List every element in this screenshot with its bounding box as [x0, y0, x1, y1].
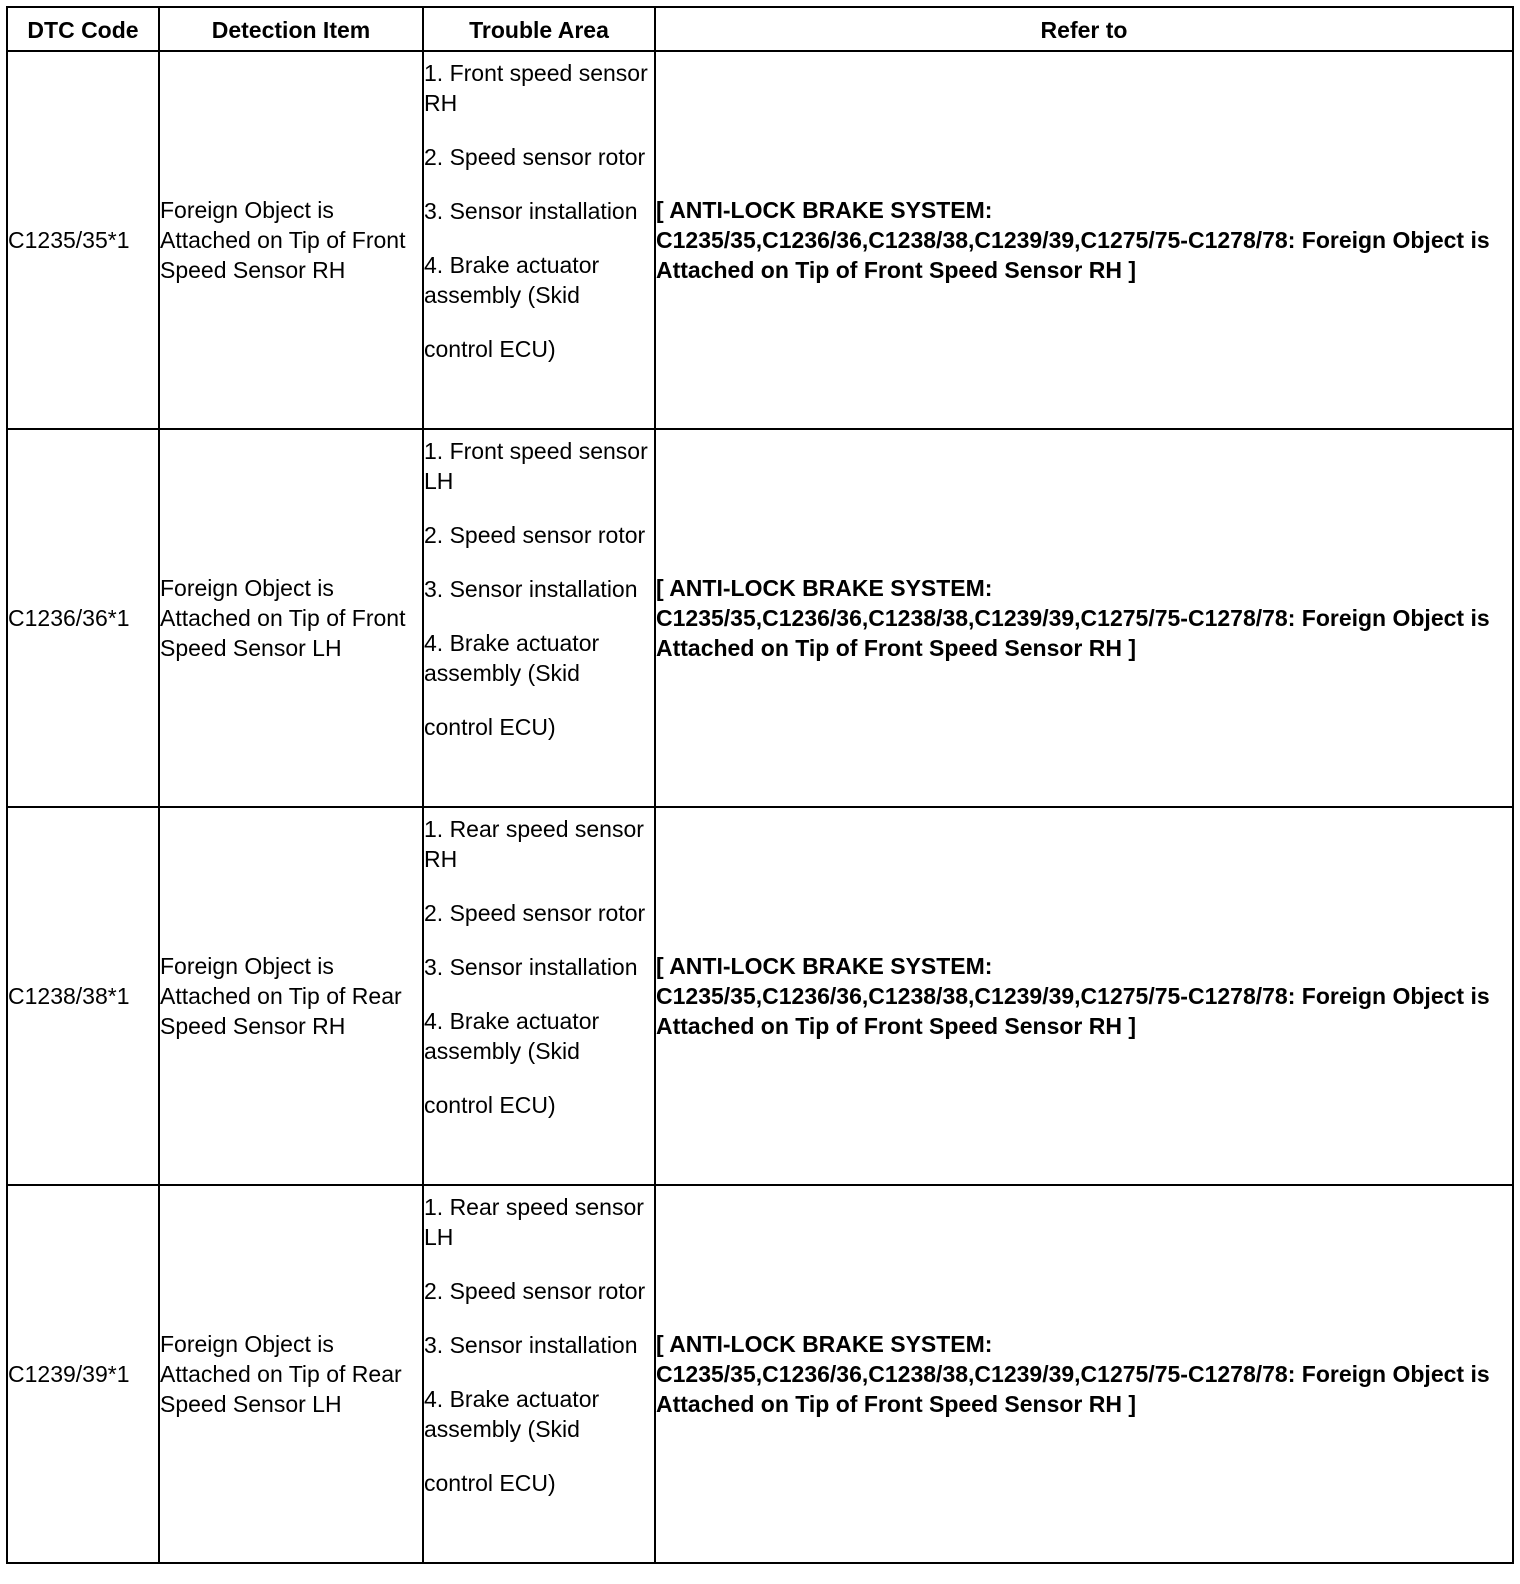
table-header-row [7, 7, 1513, 51]
trouble-area-step: 2. Speed sensor rotor [424, 900, 646, 926]
trouble-area-cell [423, 807, 655, 1185]
detection-item-cell: Foreign Object is Attached on Tip of Front Speed Sensor LH [159, 429, 423, 807]
refer-to-cell: [ ANTI-LOCK BRAKE SYSTEM: C1235/35,C1236/36,C1238/38,C1239/39,C1275/75-C1278/78: Foreign Object is Attached on Tip of Front Speed Sensor RH ] [655, 1185, 1513, 1563]
trouble-area-step: 3. Sensor installation [424, 954, 638, 980]
detection-item-cell: Foreign Object is Attached on Tip of Front Speed Sensor RH [159, 51, 423, 429]
dtc-code-cell: C1239/39*1 [7, 1185, 159, 1563]
trouble-area-step: 4. Brake actuator assembly (Skid [424, 1008, 600, 1064]
trouble-area-step: 1. Rear speed sensor LH [424, 1194, 644, 1250]
header-detection-item: Detection Item [159, 7, 423, 51]
table-row [7, 1185, 1513, 1563]
header-refer-to: Refer to [655, 7, 1513, 51]
trouble-area-step: 3. Sensor installation [424, 576, 638, 602]
trouble-area-step: 1. Front speed sensor RH [424, 60, 648, 116]
trouble-area-cell [423, 429, 655, 807]
table-row [7, 807, 1513, 1185]
trouble-area-step: 1. Rear speed sensor RH [424, 816, 644, 872]
trouble-area-step-continuation: control ECU) [424, 1470, 556, 1496]
trouble-area-step-continuation: control ECU) [424, 714, 556, 740]
trouble-area-step-continuation: control ECU) [424, 1092, 556, 1118]
trouble-area-cell [423, 51, 655, 429]
trouble-area-step-continuation: control ECU) [424, 336, 556, 362]
trouble-area-step: 3. Sensor installation [424, 198, 638, 224]
table-row [7, 429, 1513, 807]
trouble-area-step: 2. Speed sensor rotor [424, 522, 646, 548]
refer-to-cell: [ ANTI-LOCK BRAKE SYSTEM: C1235/35,C1236/36,C1238/38,C1239/39,C1275/75-C1278/78: Foreign Object is Attached on Tip of Front Speed Sensor RH ] [655, 51, 1513, 429]
trouble-area-step: 3. Sensor installation [424, 1332, 638, 1358]
trouble-area-step: 4. Brake actuator assembly (Skid [424, 252, 600, 308]
header-dtc-code: DTC Code [7, 7, 159, 51]
header-trouble-area: Trouble Area [423, 7, 655, 51]
dtc-code-cell: C1236/36*1 [7, 429, 159, 807]
detection-item-cell: Foreign Object is Attached on Tip of Rear Speed Sensor RH [159, 807, 423, 1185]
trouble-area-cell [423, 1185, 655, 1563]
dtc-code-cell: C1235/35*1 [7, 51, 159, 429]
trouble-area-step: 4. Brake actuator assembly (Skid [424, 630, 600, 686]
refer-to-cell: [ ANTI-LOCK BRAKE SYSTEM: C1235/35,C1236/36,C1238/38,C1239/39,C1275/75-C1278/78: Foreign Object is Attached on Tip of Front Speed Sensor RH ] [655, 429, 1513, 807]
trouble-area-step: 2. Speed sensor rotor [424, 1278, 646, 1304]
table-row [7, 51, 1513, 429]
dtc-code-cell: C1238/38*1 [7, 807, 159, 1185]
trouble-area-step: 4. Brake actuator assembly (Skid [424, 1386, 600, 1442]
trouble-area-step: 2. Speed sensor rotor [424, 144, 646, 170]
detection-item-cell: Foreign Object is Attached on Tip of Rear Speed Sensor LH [159, 1185, 423, 1563]
dtc-table [6, 6, 1514, 1564]
trouble-area-step: 1. Front speed sensor LH [424, 438, 648, 494]
refer-to-cell: [ ANTI-LOCK BRAKE SYSTEM: C1235/35,C1236/36,C1238/38,C1239/39,C1275/75-C1278/78: Foreign Object is Attached on Tip of Front Speed Sensor RH ] [655, 807, 1513, 1185]
